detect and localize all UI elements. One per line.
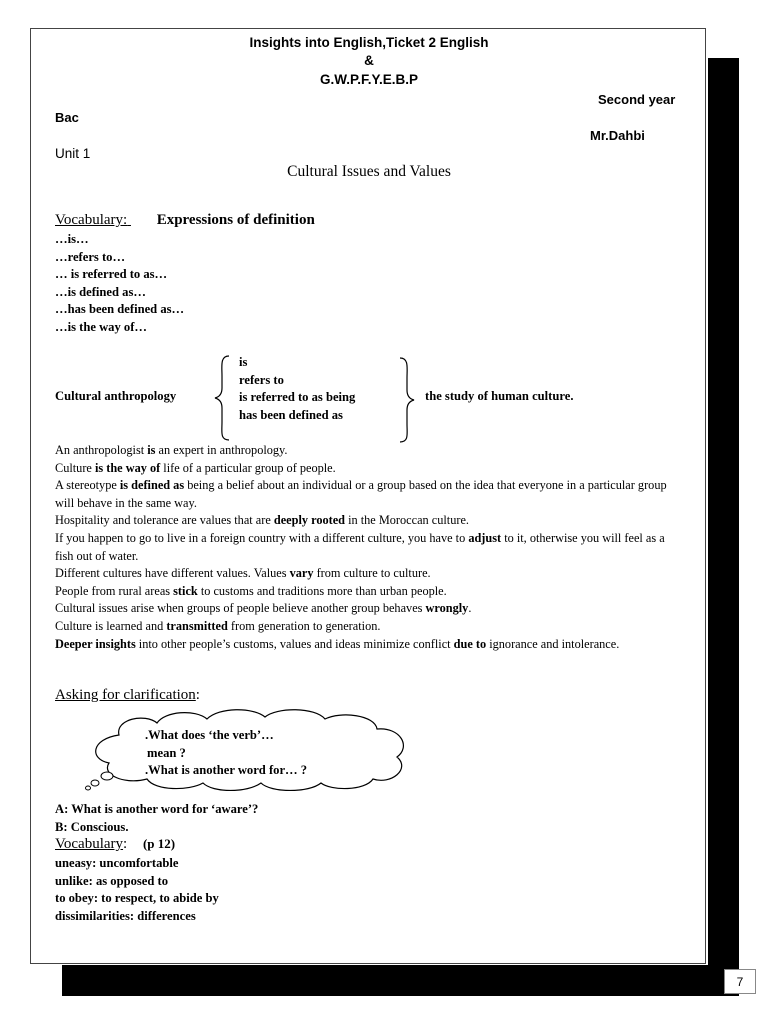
key-expression: due to (453, 636, 487, 651)
sentence-text: being a belief about an individual or a group based on the idea that everyone in a particular group will behave in the same way. (55, 478, 667, 510)
sentence-text: Cultural issues arise when groups of people believe another group behaves (55, 601, 426, 616)
list-item: …is the way of… (55, 319, 147, 334)
sentence (55, 460, 675, 478)
sentence (55, 565, 675, 583)
list-item: … is referred to as… (55, 267, 168, 282)
document-page (30, 28, 706, 964)
sentence-text: an expert in anthropology. (155, 443, 288, 457)
clarification-heading (55, 687, 200, 704)
vocabulary-heading (55, 212, 315, 229)
sentence (55, 442, 675, 460)
page-title: Cultural Issues and Values (287, 163, 451, 180)
example-verbs (239, 354, 355, 424)
sentence (55, 583, 675, 601)
header-line-3: G.W.P.F.Y.E.B.P (319, 72, 419, 87)
sentence-text: Different cultures have different values. Values (55, 566, 290, 581)
key-expression: is defined as (119, 478, 185, 493)
page-shadow-right (708, 58, 739, 996)
sentence (55, 477, 675, 512)
list-item: uneasy: uncomfortable (55, 856, 179, 870)
clarification-label: Asking for clarification (55, 687, 196, 703)
header-line-1: Insights into English,Ticket 2 English (249, 35, 489, 50)
clarification-colon: : (195, 687, 200, 703)
header-bac: Bac (55, 110, 79, 125)
vocabulary2-page-ref: (p 12) (142, 836, 176, 851)
sentence-text: in the Moroccan culture. (345, 513, 469, 528)
bubble-line: .What does ‘the verb’… (145, 728, 274, 742)
example-verb: is (239, 355, 248, 369)
example-verb: refers to (239, 372, 284, 387)
list-item: to obey: to respect, to abide by (55, 891, 219, 906)
bubble-text (145, 727, 307, 780)
sentence (55, 512, 675, 530)
list-item: dissimilarities: differences (55, 908, 196, 923)
bubble-line: mean ? (147, 745, 186, 760)
unit-label: Unit 1 (55, 146, 91, 161)
example-verb: has been defined as (239, 407, 343, 422)
list-item: …has been defined as… (55, 302, 185, 317)
key-expression: transmitted (166, 618, 228, 633)
key-expression: adjust (468, 530, 502, 545)
vocabulary-underline-space (127, 212, 131, 228)
sentence (55, 618, 675, 636)
list-item: …is defined as… (55, 284, 146, 299)
header-line-2: & (364, 53, 374, 68)
sentence-text: Culture (55, 460, 95, 475)
key-expression: is (147, 443, 156, 457)
sentence-text: An anthropologist (55, 443, 148, 457)
left-brace-icon (213, 354, 233, 442)
key-expression: is the way of (94, 460, 161, 475)
vocabulary-label: Vocabulary: (55, 212, 128, 228)
key-expression: vary (289, 566, 314, 581)
sentence-text: Culture is learned and (55, 618, 167, 633)
bubble-line: .What is another word for… ? (145, 763, 308, 778)
sentence-text: to it, otherwise you will feel as a fish out of water. (55, 530, 665, 563)
vocabulary2-label: Vocabulary (55, 836, 124, 852)
sentence-text: from generation to generation. (227, 618, 381, 633)
example-complement: the study of human culture. (425, 389, 574, 403)
sentence (55, 600, 675, 618)
list-item: …is… (55, 232, 89, 246)
sentence-text: ignorance and intolerance. (486, 636, 620, 651)
vocabulary2-heading (55, 836, 175, 853)
list-item: …refers to… (55, 249, 126, 264)
sentence (55, 530, 675, 565)
sentence-text: into other people’s customs, values and ideas minimize conflict (135, 636, 454, 651)
right-brace-icon (397, 356, 417, 444)
page-number: 7 (724, 969, 756, 994)
example-subject: Cultural anthropology (55, 389, 177, 403)
example-sentences (55, 442, 675, 653)
key-expression: deeply rooted (273, 513, 346, 528)
sentence (55, 636, 675, 654)
page-shadow-bottom (62, 965, 739, 996)
sentence-text: . (468, 601, 472, 616)
vocabulary2-colon: : (123, 836, 128, 852)
dialogue (55, 801, 258, 836)
key-expression: wrongly (425, 601, 469, 616)
sentence-text: life of a particular group of people. (160, 460, 336, 475)
sentence-text: People from rural areas (55, 583, 174, 598)
definition-expressions-list (55, 231, 184, 337)
dialogue-line-b: B: Conscious. (55, 819, 129, 834)
header-teacher: Mr.Dahbi (590, 128, 645, 143)
key-expression: stick (173, 583, 198, 598)
example-verb: is referred to as being (239, 390, 356, 405)
sentence-text: from culture to culture. (313, 566, 431, 581)
header-year: Second year (598, 92, 676, 107)
vocabulary-subtitle: Expressions of definition (156, 212, 315, 228)
sentence-text: to customs and traditions more than urban people. (197, 583, 447, 598)
key-expression: Deeper insights (55, 636, 136, 651)
sentence-text: A stereotype (55, 478, 120, 493)
list-item: unlike: as opposed to (55, 873, 169, 888)
sentence-text: If you happen to go to live in a foreign country with a different culture, you have to (55, 530, 469, 545)
dialogue-line-a: A: What is another word for ‘aware’? (55, 802, 259, 816)
vocabulary2-list (55, 855, 219, 925)
sentence-text: Hospitality and tolerance are values that are (55, 513, 274, 528)
